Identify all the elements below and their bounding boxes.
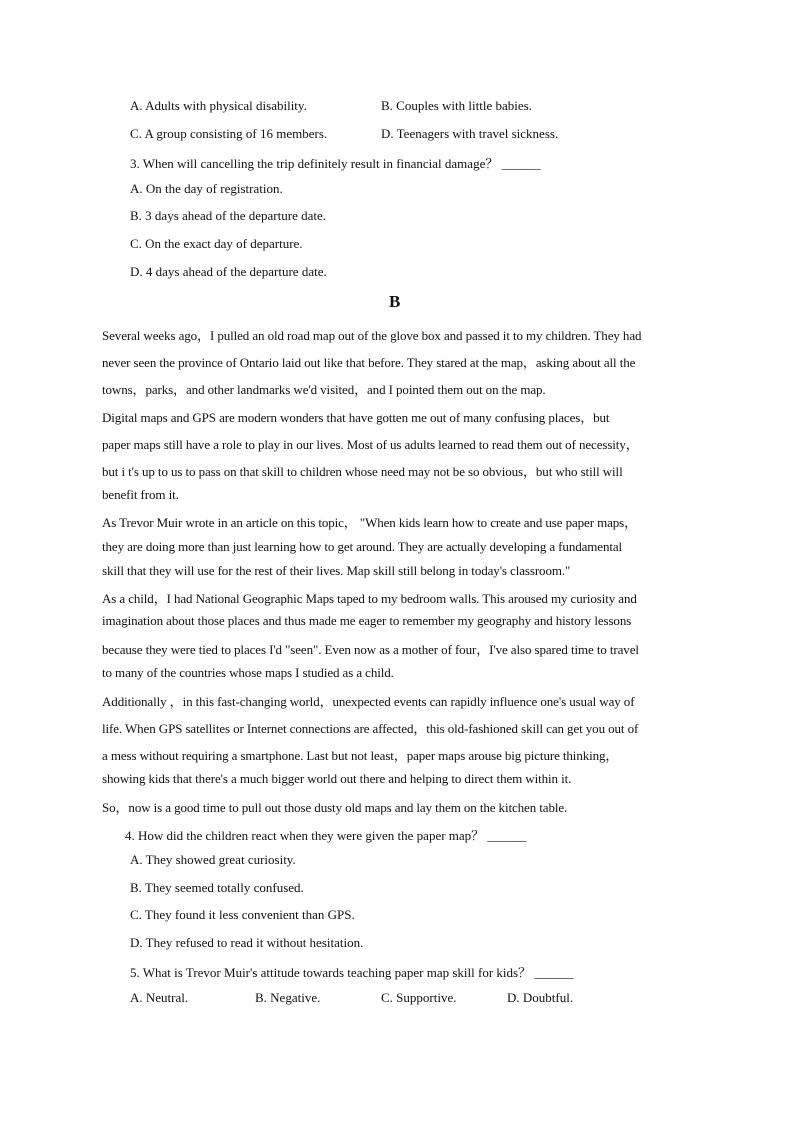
passage-line: As a child，I had National Geographic Maps taped to my bedroom walls. This aroused my curiosity and — [102, 591, 637, 606]
q3-option-a: A. On the day of registration. — [130, 181, 283, 196]
q3-option-d: D. 4 days ahead of the departure date. — [130, 264, 327, 279]
q3-option-b: B. 3 days ahead of the departure date. — [130, 208, 327, 223]
passage-line: imagination about those places and thus made me eager to remember my geography and history lessons — [102, 613, 632, 628]
q4-option-d: D. They refused to read it without hesitation. — [130, 935, 364, 950]
q2-option-a: A. Adults with physical disability. — [130, 98, 307, 113]
q2-option-d: D. Teenagers with travel sickness. — [381, 126, 559, 141]
passage-line: to many of the countries whose maps I studied as a child. — [102, 665, 394, 680]
q2-option-b: B. Couples with little babies. — [381, 98, 532, 113]
passage-line: Several weeks ago，I pulled an old road map out of the glove box and passed it to my children. They had — [102, 328, 642, 343]
q4-option-b: B. They seemed totally confused. — [130, 880, 304, 895]
passage-line: because they were tied to places I'd "seen". Even now as a mother of four，I've also spared time to travel — [102, 642, 639, 657]
passage-line: paper maps still have a role to play in our lives. Most of us adults learned to read them out of necessity， — [102, 437, 639, 452]
passage-line: Additionally ，in this fast-changing world，unexpected events can rapidly influence one's usual way of — [102, 694, 635, 709]
passage-line: a mess without requiring a smartphone. Last but not least，paper maps arouse big picture thinking， — [102, 748, 619, 763]
q2-option-c: C. A group consisting of 16 members. — [130, 126, 328, 141]
passage-line: they are doing more than just learning how to get around. They are actually developing a fundamental — [102, 539, 623, 554]
q5-option-b: B. Negative. — [255, 990, 321, 1005]
passage-line: So，now is a good time to pull out those dusty old maps and lay them on the kitchen table. — [102, 800, 568, 815]
passage-line: As Trevor Muir wrote in an article on this topic， "When kids learn how to create and use paper maps， — [102, 515, 638, 530]
q3-option-c: C. On the exact day of departure. — [130, 236, 303, 251]
q4-stem: 4. How did the children react when they were given the paper map？ ______ — [125, 828, 527, 843]
passage-line: skill that they will use for the rest of their lives. Map skill still belong in today's classroom." — [102, 563, 571, 578]
passage-line: towns，parks，and other landmarks we'd visited，and I pointed them out on the map. — [102, 382, 546, 397]
q5-stem: 5. What is Trevor Muir's attitude towards teaching paper map skill for kids？ ______ — [130, 965, 574, 980]
passage-line: showing kids that there's a much bigger world out there and helping to direct them within it. — [102, 771, 572, 786]
passage-line: never seen the province of Ontario laid out like that before. They stared at the map，asking about all the — [102, 355, 636, 370]
q3-stem: 3. When will cancelling the trip definitely result in financial damage？ ______ — [130, 156, 541, 171]
passage-line: benefit from it. — [102, 487, 179, 502]
passage-line: life. When GPS satellites or Internet connections are affected，this old-fashioned skill can get you out of — [102, 721, 639, 736]
q5-option-a: A. Neutral. — [130, 990, 189, 1005]
q5-option-d: D. Doubtful. — [507, 990, 574, 1005]
passage-line: but i t's up to us to pass on that skill to children whose need may not be so obvious，but who still will — [102, 464, 623, 479]
q4-option-a: A. They showed great curiosity. — [130, 852, 296, 867]
passage-line: Digital maps and GPS are modern wonders that have gotten me out of many confusing places，but — [102, 410, 610, 425]
q4-option-c: C. They found it less convenient than GPS. — [130, 907, 355, 922]
q5-option-c: C. Supportive. — [381, 990, 457, 1005]
section-title: B — [389, 292, 401, 311]
